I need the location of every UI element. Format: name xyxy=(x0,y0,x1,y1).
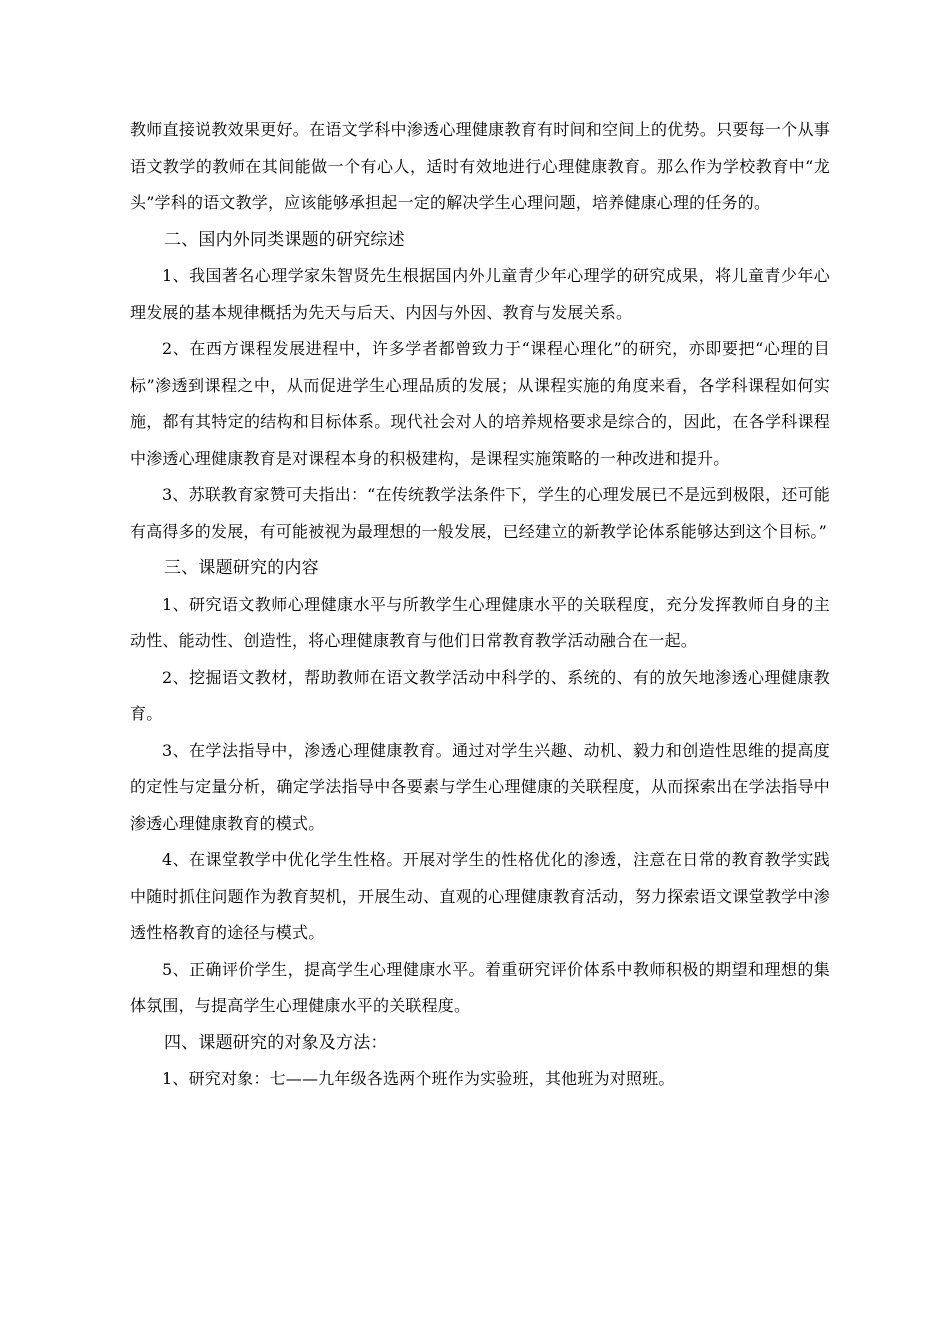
paragraph-review-2: 2、在西方课程发展进程中，许多学者都曾致力于“课程心理化”的研究，亦即要把“心理的目标”渗透到课程之中，从而促进学生心理品质的发展；从课程实施的角度来看，各学科课程如何实施，都有其特定的结构和目标体系。现代社会对人的培养规格要求是综合的，因此，在各学科课程中渗透心理健康教育是对课程本身的积极建构，是课程实施策略的一种改进和提升。 xyxy=(130,339,830,468)
paragraph-content-5: 5、正确评价学生，提高学生心理健康水平。着重研究评价体系中教师积极的期望和理想的集体氛围，与提高学生心理健康水平的关联程度。 xyxy=(130,959,830,1015)
section-heading-3: 三、课题研究的内容 xyxy=(164,558,319,578)
paragraph-object-1: 1、研究对象：七——九年级各选两个班作为实验班，其他班为对照班。 xyxy=(162,1069,675,1088)
paragraph-content-4: 4、在课堂教学中优化学生性格。开展对学生的性格优化的渗透，注意在日常的教育教学实践中随时抓住问题作为教育契机，开展生动、直观的心理健康教育活动，努力探索语文课堂教学中渗透性格教育的途径与模式。 xyxy=(130,850,830,942)
paragraph-review-1: 1、我国著名心理学家朱智贤先生根据国内外儿童青少年心理学的研究成果，将儿童青少年心理发展的基本规律概括为先天与后天、内因与外因、教育与发展关系。 xyxy=(130,266,830,322)
section-heading-4: 四、课题研究的对象及方法： xyxy=(164,1032,388,1053)
paragraph-content-2: 2、挖掘语文教材，帮助教师在语文教学活动中科学的、系统的、有的放矢地渗透心理健康教育。 xyxy=(130,667,830,723)
paragraph-review-3: 3、苏联教育家赞可夫指出：“在传统教学法条件下，学生的心理发展已不是远到极限，还可能有高得多的发展，有可能被视为最理想的一般发展，已经建立的新教学论体系能够达到这个目标。” xyxy=(130,485,830,541)
paragraph-intro-continued: 教师直接说教效果更好。在语文学科中渗透心理健康教育有时间和空间上的优势。只要每一个从事语文教学的教师在其间能做一个有心人，适时有效地进行心理健康教育。那么作为学校教育中“龙头”学科的语文教学，应该能够承担起一定的解决学生心理问题，培养健康心理的任务的。 xyxy=(130,120,830,212)
section-heading-2: 二、国内外同类课题的研究综述 xyxy=(164,229,405,250)
paragraph-content-1: 1、研究语文教师心理健康水平与所教学生心理健康水平的关联程度，充分发挥教师自身的主动性、能动性、创造性，将心理健康教育与他们日常教育教学活动融合在一起。 xyxy=(130,594,830,650)
paragraph-content-3: 3、在学法指导中，渗透心理健康教育。通过对学生兴趣、动机、毅力和创造性思维的提高度的定性与定量分析，确定学法指导中各要素与学生心理健康的关联程度，从而探索出在学法指导中渗透心理健康教育的模式。 xyxy=(130,740,830,833)
document-page xyxy=(130,112,830,1098)
